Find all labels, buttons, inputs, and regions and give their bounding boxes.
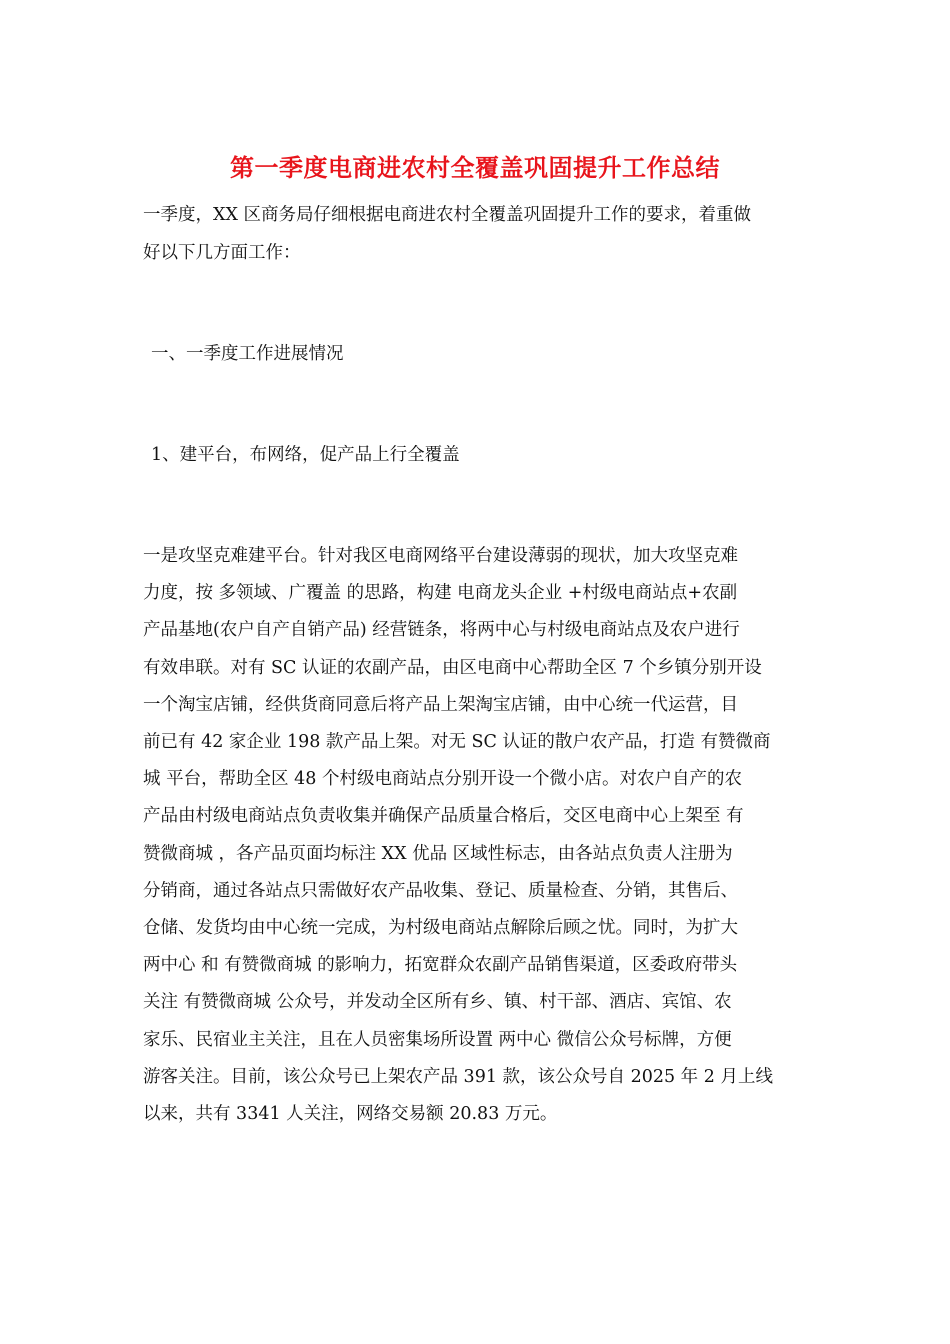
body-line: 城 平台，帮助全区 48 个村级电商站点分别开设一个微小店。对农户自产的农 — [143, 769, 742, 790]
body-line: 一个淘宝店铺，经供货商同意后将产品上架淘宝店铺，由中心统一代运营，目 — [143, 694, 738, 715]
subsection-heading: 1、建平台，布网络，促产品上行全覆盖 — [151, 445, 460, 465]
document-title: 第一季度电商进农村全覆盖巩固提升工作总结 — [230, 153, 720, 182]
intro-line: 好以下几方面工作： — [143, 243, 301, 263]
section-heading: 一、一季度工作进展情况 — [151, 344, 344, 364]
body-line: 力度，按 多领域、广覆盖 的思路，构建 电商龙头企业 +村级电商站点+农副 — [143, 583, 738, 604]
body-line: 产品由村级电商站点负责收集并确保产品质量合格后，交区电商中心上架至 有 — [143, 806, 744, 827]
body-line: 关注 有赞微商城 公众号，并发动全区所有乡、镇、村干部、酒店、宾馆、农 — [143, 992, 732, 1013]
body-line: 有效串联。对有 SC 认证的农副产品，由区电商中心帮助全区 7 个乡镇分别开设 — [143, 657, 762, 678]
intro-line: 一季度，XX 区商务局仔细根据电商进农村全覆盖巩固提升工作的要求，着重做 — [143, 205, 751, 225]
body-line: 分销商，通过各站点只需做好农产品收集、登记、质量检查、分销，其售后、 — [143, 880, 738, 901]
body-line: 游客关注。目前，该公众号已上架农产品 391 款，该公众号自 2025 年 2 月上线 — [143, 1066, 773, 1087]
body-line: 家乐、民宿业主关注，且在人员密集场所设置 两中心 微信公众号标牌，方便 — [143, 1029, 732, 1050]
body-line: 两中心 和 有赞微商城 的影响力，拓宽群众农副产品销售渠道，区委政府带头 — [143, 955, 738, 976]
body-line: 前已有 42 家企业 198 款产品上架。对无 SC 认证的散户农产品，打造 有赞微商 — [143, 732, 771, 753]
intro-paragraph — [143, 196, 807, 272]
body-line: 以来，共有 3341 人关注，网络交易额 20.83 万元。 — [143, 1104, 558, 1125]
body-line: 一是攻坚克难建平台。针对我区电商网络平台建设薄弱的现状，加大攻坚克难 — [143, 546, 738, 566]
body-line: 仓储、发货均由中心统一完成，为村级电商站点解除后顾之忧。同时，为扩大 — [143, 918, 738, 939]
body-line: 产品基地(农户自产自销产品) 经营链条，将两中心与村级电商站点及农户进行 — [143, 620, 740, 641]
body-line: 赞微商城 ，各产品页面均标注 XX 优品 区域性标志，由各站点负责人注册为 — [143, 843, 733, 864]
body-paragraph — [143, 538, 807, 1133]
